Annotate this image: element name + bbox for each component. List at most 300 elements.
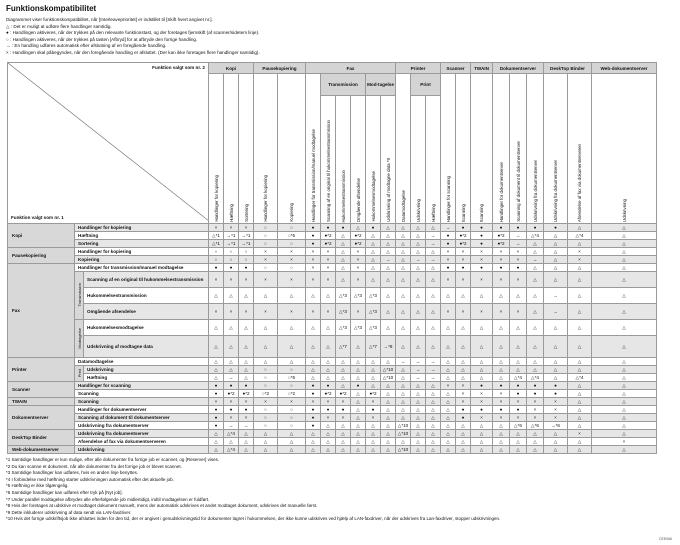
footnote: *3 Samtidige handlinger kan udføres, hvis en anden linje benyttes. [6, 470, 139, 476]
compat-cell: × [321, 272, 336, 288]
column-group-header: Pausekopiering [254, 63, 306, 74]
compat-cell: ● [471, 406, 493, 414]
compat-cell: × [306, 398, 321, 406]
compat-cell: × [224, 224, 239, 232]
compat-cell: × [321, 398, 336, 406]
compat-cell: △ [366, 366, 381, 374]
compat-cell: △ [493, 336, 510, 358]
compat-cell: ○ [278, 264, 306, 272]
row-label: Scanning [75, 398, 209, 406]
compat-cell: → [411, 374, 426, 382]
compat-cell: × [351, 304, 366, 320]
compat-cell: ○ [278, 382, 306, 390]
compat-cell: △ [426, 390, 441, 398]
compat-cell: ●*2 [493, 232, 510, 240]
compat-cell: △ [239, 358, 254, 366]
compat-cell: × [471, 256, 493, 264]
compat-cell: △ [351, 336, 366, 358]
compat-cell: △ [510, 438, 527, 446]
compat-cell: △ [426, 304, 441, 320]
compat-cell: △ [381, 248, 396, 256]
compat-cell: ●*2 [321, 232, 336, 240]
footnote: *7 Under parallel modtagelse afbrydes alle efterfølgende job midlertidigt, indtil modtagelsen er fuldført. [6, 496, 210, 502]
footnote: *1 Samtidige handlinger er kun mulige, efter alle dokumenter fra forrige job er scannet, og [Reserver] vises. [6, 457, 220, 462]
compat-cell: ● [366, 224, 381, 232]
page-title: Funktionskompatibilitet [6, 4, 97, 13]
compat-cell: △ [336, 272, 351, 288]
compat-cell: ● [321, 406, 336, 414]
compat-cell: △ [239, 366, 254, 374]
compat-cell: △ [336, 374, 351, 382]
compat-cell: △ [396, 240, 411, 248]
compat-cell: △ [411, 288, 426, 304]
compat-cell: × [493, 248, 510, 256]
column-header [441, 74, 456, 224]
footnote: *2 Du kan scanne et dokument, når alle dokumenter fra det forrige job er blevet scannet. [6, 463, 182, 469]
compat-cell: × [239, 304, 254, 320]
compat-cell: △ [441, 438, 456, 446]
compat-cell: △ [411, 414, 426, 422]
compat-cell: × [351, 264, 366, 272]
row-label: Handlinger for dokumentserver [75, 406, 209, 414]
table-row [8, 232, 657, 240]
column-header [381, 96, 396, 224]
compat-cell: △ [306, 288, 321, 304]
compat-cell: × [278, 272, 306, 288]
corner-label-function-1: Funktion valgt som nr. 1 [11, 215, 64, 220]
table-row [8, 398, 657, 406]
compat-cell: △ [527, 336, 544, 358]
compat-cell: ○ [254, 382, 278, 390]
compat-cell: △ [592, 240, 657, 248]
row-group-label: Kopi [8, 224, 75, 248]
table-row [8, 256, 657, 264]
compat-cell: × [321, 264, 336, 272]
compat-cell: △ [396, 398, 411, 406]
compat-cell: △*3 [366, 288, 381, 304]
compat-cell: × [306, 264, 321, 272]
compat-cell: × [366, 414, 381, 422]
compat-cell: ● [209, 390, 224, 398]
compat-cell: △ [336, 240, 351, 248]
compat-cell: × [493, 256, 510, 264]
column-group-header: Scanner [441, 63, 471, 74]
legend-item: → : En handling udføres automatisk efter afslutning af en foregående handling. [6, 43, 167, 49]
compat-cell: × [239, 398, 254, 406]
compat-cell: △ [239, 288, 254, 304]
footnote: *6 Samtidige handlinger kan udføres efter tryk på [Nyt job]. [6, 489, 123, 495]
compat-cell: △ [351, 406, 366, 414]
compat-cell: △ [351, 430, 366, 438]
table-row [8, 272, 657, 288]
compat-cell: → [510, 232, 527, 240]
compat-cell: ● [224, 406, 239, 414]
compat-cell: → [527, 256, 544, 264]
compat-cell: × [239, 272, 254, 288]
compat-cell: △ [471, 446, 493, 454]
compat-cell: △ [510, 430, 527, 438]
compat-cell: △ [396, 438, 411, 446]
compat-cell: × [224, 272, 239, 288]
compat-cell: △ [441, 422, 456, 430]
compat-cell: △ [426, 382, 441, 390]
row-label: Udskrivning [75, 446, 209, 454]
compat-cell: △ [321, 288, 336, 304]
column-group-header: Dokumentserver [493, 63, 544, 74]
row-group-label: Dokumentserver [8, 406, 75, 430]
compat-cell: ●*2 [456, 240, 471, 248]
compat-cell: △ [592, 336, 657, 358]
compat-cell: △ [527, 366, 544, 374]
compat-cell: ○ [278, 240, 306, 248]
compat-cell: △ [568, 288, 592, 304]
compat-cell: △ [209, 366, 224, 374]
compat-cell: ● [456, 414, 471, 422]
compat-cell: △ [426, 406, 441, 414]
table-row [8, 320, 657, 336]
compat-cell: ● [209, 382, 224, 390]
compat-cell: ○ [278, 414, 306, 422]
compat-cell: △ [366, 446, 381, 454]
compat-cell: ○ [254, 240, 278, 248]
compat-cell: △ [592, 374, 657, 382]
compat-cell: ● [471, 232, 493, 240]
compat-cell: ●*2 [351, 232, 366, 240]
compat-cell: △ [209, 336, 224, 358]
column-header [544, 74, 568, 224]
compat-cell: △ [411, 422, 426, 430]
compat-cell: × [224, 398, 239, 406]
compat-cell: × [441, 272, 456, 288]
column-header-label: Handlinger for dokumentserver [498, 161, 504, 222]
compat-cell: △ [544, 248, 568, 256]
compat-cell: × [510, 398, 527, 406]
compat-cell: × [456, 398, 471, 406]
compat-cell: × [278, 304, 306, 320]
compat-cell: △ [411, 232, 426, 240]
compat-cell: × [544, 414, 568, 422]
compat-cell: △ [254, 336, 278, 358]
compat-cell: × [336, 414, 351, 422]
compat-cell: △*7 [366, 336, 381, 358]
row-label: Hukommelsestransmission [84, 288, 209, 304]
column-header [411, 96, 426, 224]
column-header [321, 96, 336, 224]
compat-cell: × [306, 256, 321, 264]
compat-cell: △ [381, 232, 396, 240]
compat-cell: △ [396, 248, 411, 256]
compat-cell: △*4 [568, 374, 592, 382]
compat-cell: △ [366, 264, 381, 272]
compat-cell: △ [544, 374, 568, 382]
table-row [8, 240, 657, 248]
compat-cell: × [239, 224, 254, 232]
compat-cell: △*4 [527, 374, 544, 382]
compat-cell: △ [396, 390, 411, 398]
column-group-header: Kopi [209, 63, 254, 74]
compat-cell: ○ [278, 366, 306, 374]
compat-cell: →*1 [224, 240, 239, 248]
compat-cell: △*6 [527, 422, 544, 430]
compat-cell: △ [366, 422, 381, 430]
compat-cell: △ [396, 382, 411, 390]
compat-cell: ●*2 [493, 240, 510, 248]
compat-cell: △ [592, 366, 657, 374]
compat-cell: △ [544, 366, 568, 374]
compat-cell: △ [441, 288, 456, 304]
compat-cell: △ [366, 382, 381, 390]
compat-cell: △*3 [336, 288, 351, 304]
compat-cell: ● [493, 382, 510, 390]
compatibility-table [7, 62, 657, 454]
compat-cell: △ [456, 366, 471, 374]
legend [6, 17, 260, 57]
compat-cell: △ [568, 358, 592, 366]
compat-cell: △*4 [527, 232, 544, 240]
compat-cell: △ [426, 422, 441, 430]
compat-cell: △*4 [568, 232, 592, 240]
compat-cell: △ [396, 224, 411, 232]
compat-cell: △*3 [366, 320, 381, 336]
compat-cell: △ [396, 320, 411, 336]
compat-cell: △ [592, 272, 657, 288]
compat-cell: ○ [278, 406, 306, 414]
compat-cell: ● [441, 264, 456, 272]
compat-cell: △ [441, 374, 456, 382]
compat-cell: △ [441, 398, 456, 406]
table-row [8, 336, 657, 358]
compat-cell: △ [493, 366, 510, 374]
compat-cell: ● [456, 224, 471, 232]
column-header-label: Scanning [479, 203, 484, 222]
compat-cell: × [306, 248, 321, 256]
compat-cell: △ [381, 320, 396, 336]
compat-cell: △ [239, 320, 254, 336]
compat-cell: ○ [209, 248, 224, 256]
compat-cell: → [411, 366, 426, 374]
compat-cell: △ [224, 288, 239, 304]
compat-cell: △ [381, 430, 396, 438]
compat-cell: △ [366, 272, 381, 288]
compat-cell: ● [441, 232, 456, 240]
column-header [456, 74, 471, 224]
compat-cell: △ [426, 438, 441, 446]
compat-cell: △ [321, 374, 336, 382]
compat-cell: △ [592, 248, 657, 256]
compat-cell: × [568, 256, 592, 264]
compat-cell: △ [527, 272, 544, 288]
compat-cell: △ [321, 336, 336, 358]
compat-cell: ● [306, 390, 321, 398]
compat-cell: △ [351, 374, 366, 382]
compat-cell: △ [209, 438, 224, 446]
compat-cell: × [510, 304, 527, 320]
compat-cell: △ [441, 446, 456, 454]
compat-cell: △ [411, 320, 426, 336]
compat-cell: → [426, 240, 441, 248]
compat-cell: △ [278, 446, 306, 454]
compat-cell: ○ [254, 232, 278, 240]
compat-cell: ● [456, 406, 471, 414]
column-header-label: Udskrivning [621, 199, 627, 222]
compat-cell: △ [426, 446, 441, 454]
compat-cell: × [456, 272, 471, 288]
compat-cell: → [510, 240, 527, 248]
table-corner [8, 63, 209, 224]
compat-cell: △*10 [396, 430, 411, 438]
compat-cell: × [224, 414, 239, 422]
compat-cell: △ [411, 240, 426, 248]
compat-cell: △ [366, 240, 381, 248]
column-header [510, 74, 527, 224]
table-row [8, 422, 657, 430]
row-label: Handlinger for transmission/manuel modtagelse [75, 264, 209, 272]
compat-cell: ● [336, 224, 351, 232]
compat-cell: △ [411, 248, 426, 256]
compat-cell: ● [209, 264, 224, 272]
compat-cell: × [568, 430, 592, 438]
compat-cell: △ [493, 288, 510, 304]
compat-cell: △ [493, 446, 510, 454]
compat-cell: △ [366, 248, 381, 256]
compat-cell: ● [510, 264, 527, 272]
compat-cell: △ [456, 438, 471, 446]
compat-cell: △ [471, 320, 493, 336]
compat-cell: ○ [224, 256, 239, 264]
row-label: Hæftning [75, 232, 209, 240]
column-header-label: Handlinger for transmission/manuel modtagelse [310, 129, 316, 222]
compat-cell: △ [336, 232, 351, 240]
compat-cell: △ [592, 288, 657, 304]
compat-cell: × [254, 272, 278, 288]
compat-cell: ● [306, 224, 321, 232]
compat-cell: × [527, 406, 544, 414]
compat-cell: ○ [209, 256, 224, 264]
compat-cell: △*6 [510, 422, 527, 430]
legend-item: △ : Det er muligt at udføre flere handlinger samtidig. [6, 23, 112, 29]
footnotes [6, 457, 500, 523]
compat-cell: △ [336, 358, 351, 366]
compat-cell: △ [527, 430, 544, 438]
column-header-label: Scanning af dokument til dokumentserver [515, 141, 521, 222]
compat-cell: △ [568, 240, 592, 248]
row-label: Omgående afsendelse [84, 304, 209, 320]
compat-cell: △ [224, 438, 239, 446]
compat-cell: △ [321, 358, 336, 366]
compat-cell: ●*2 [239, 390, 254, 398]
compat-cell: → [441, 224, 456, 232]
compat-cell: △*1 [209, 232, 224, 240]
corner-label-function-2: Funktion valgt som nr. 2 [152, 65, 205, 70]
table-row [8, 264, 657, 272]
row-label: Udskrivning fra dokumentserver [75, 430, 209, 438]
compat-cell: △ [441, 366, 456, 374]
column-header [396, 74, 411, 224]
compat-cell: × [471, 272, 493, 288]
compat-cell: ● [441, 240, 456, 248]
compat-cell: △ [527, 288, 544, 304]
compat-cell: △ [456, 358, 471, 366]
compat-cell: △ [239, 336, 254, 358]
compat-cell: △ [510, 288, 527, 304]
compat-cell: △ [426, 430, 441, 438]
compat-cell: △ [510, 358, 527, 366]
table-row [8, 288, 657, 304]
compat-cell: △ [411, 304, 426, 320]
compat-cell: × [456, 304, 471, 320]
compat-cell: →*6 [544, 422, 568, 430]
compat-cell: × [544, 406, 568, 414]
compat-cell: △ [456, 374, 471, 382]
compat-cell: △ [336, 382, 351, 390]
compat-cell: △ [239, 446, 254, 454]
compat-cell: ● [493, 264, 510, 272]
compat-cell: △ [471, 438, 493, 446]
compat-cell: △ [426, 414, 441, 422]
compat-cell: ●*2 [336, 390, 351, 398]
compat-cell: ○ [278, 224, 306, 232]
compat-cell: △ [568, 438, 592, 446]
compat-cell: △ [381, 224, 396, 232]
compat-cell: △ [544, 240, 568, 248]
compat-cell: △*3 [366, 304, 381, 320]
compat-cell: △ [366, 256, 381, 264]
compat-cell: ● [306, 406, 321, 414]
compat-cell: △ [527, 446, 544, 454]
compat-cell: × [351, 256, 366, 264]
compat-cell: △ [254, 430, 278, 438]
compat-cell: △ [278, 430, 306, 438]
compat-cell: △ [568, 406, 592, 414]
compat-cell: △ [278, 320, 306, 336]
compat-cell: △ [568, 304, 592, 320]
compat-cell: △ [411, 224, 426, 232]
compat-cell: △ [493, 422, 510, 430]
compat-cell: × [254, 256, 278, 264]
column-header-label: Handlinger for scanning [445, 175, 451, 222]
compat-cell: △ [568, 414, 592, 422]
compat-cell: → [544, 288, 568, 304]
compat-cell: △*3 [336, 320, 351, 336]
footnote: *10 Hvis det forrige udskriftsjob ikke afsluttes inden for den tid, der er angivet i genudskrivningstid for dokumenter lagret i hukommelsen, der ikke kunne udskrives ved hjælp af LAN-faxdriver, når der udskrives fra Lan-faxdriver, stopper udskrivningen. [6, 516, 501, 522]
compat-cell: △ [351, 358, 366, 366]
compat-cell: △*7 [336, 336, 351, 358]
column-header [278, 74, 306, 224]
compat-cell: × [544, 398, 568, 406]
column-header [239, 74, 254, 224]
column-header [568, 74, 592, 224]
compat-cell: → [224, 374, 239, 382]
compat-cell: △ [426, 224, 441, 232]
compat-cell: △ [592, 430, 657, 438]
column-header-label: Handlinger for kopiering [263, 175, 268, 222]
table-row [8, 446, 657, 454]
compat-cell: △ [441, 406, 456, 414]
compat-cell: △ [592, 382, 657, 390]
compat-cell: ● [544, 382, 568, 390]
compat-cell: △ [527, 358, 544, 366]
compat-cell: △ [321, 430, 336, 438]
compat-cell: △ [381, 288, 396, 304]
row-label: Sortering [75, 240, 209, 248]
compat-cell: → [426, 374, 441, 382]
compat-cell: ○ [239, 256, 254, 264]
compat-cell: △ [592, 256, 657, 264]
compat-cell: ●*2 [351, 240, 366, 248]
compat-cell: △ [471, 374, 493, 382]
compat-cell: × [254, 304, 278, 320]
compat-cell: △ [224, 358, 239, 366]
